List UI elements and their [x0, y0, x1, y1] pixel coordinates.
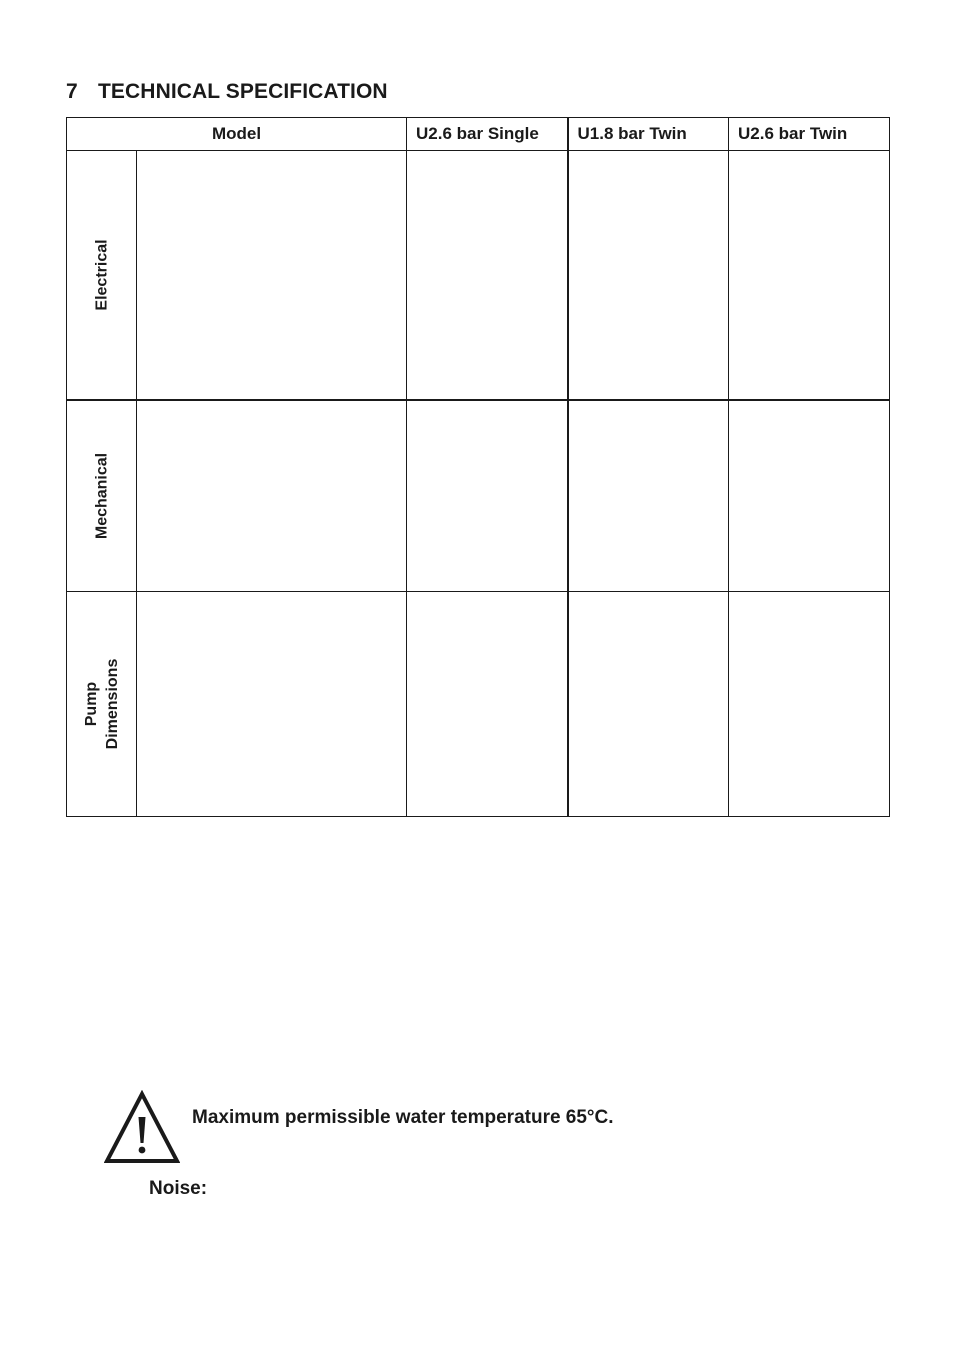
- section-label-text: Electrical: [93, 239, 110, 311]
- noise-label: Noise:: [149, 1178, 208, 1199]
- section-label-pump-dimensions: [67, 592, 137, 817]
- table-row-pump-dimensions: [67, 592, 890, 817]
- table-cell: [568, 592, 729, 817]
- table-cell: [407, 151, 568, 400]
- section-heading: [66, 80, 388, 104]
- section-title: TECHNICAL SPECIFICATION: [98, 80, 388, 103]
- column-header: U1.8 bar Twin: [568, 118, 729, 151]
- table-cell: [407, 592, 568, 817]
- column-header: U2.6 bar Single: [407, 118, 568, 151]
- warning-text: Maximum permissible water temperature 65°C.: [192, 1107, 614, 1128]
- table-cell: [137, 592, 407, 817]
- table-header-row: [67, 118, 890, 151]
- column-header: U2.6 bar Twin: [729, 118, 890, 151]
- technical-specification-table: [66, 117, 890, 817]
- model-header: Model: [67, 118, 407, 151]
- section-label-line: Dimensions: [103, 658, 121, 750]
- table-row-mechanical: [67, 400, 890, 592]
- warning-triangle-icon: [104, 1090, 180, 1166]
- table-row-electrical: [67, 151, 890, 400]
- section-label-electrical: [67, 151, 137, 400]
- section-label-line: Pump: [82, 681, 100, 727]
- table-cell: [137, 400, 407, 592]
- section-label-text: [81, 659, 123, 750]
- table-cell: [729, 151, 890, 400]
- section-label-text: Mechanical: [93, 452, 110, 539]
- section-number: 7: [66, 80, 78, 103]
- section-label-mechanical: [67, 400, 137, 592]
- table-cell: [729, 400, 890, 592]
- table-cell: [407, 400, 568, 592]
- table-cell: [568, 400, 729, 592]
- table-cell: [137, 151, 407, 400]
- table-cell: [568, 151, 729, 400]
- table-cell: [729, 592, 890, 817]
